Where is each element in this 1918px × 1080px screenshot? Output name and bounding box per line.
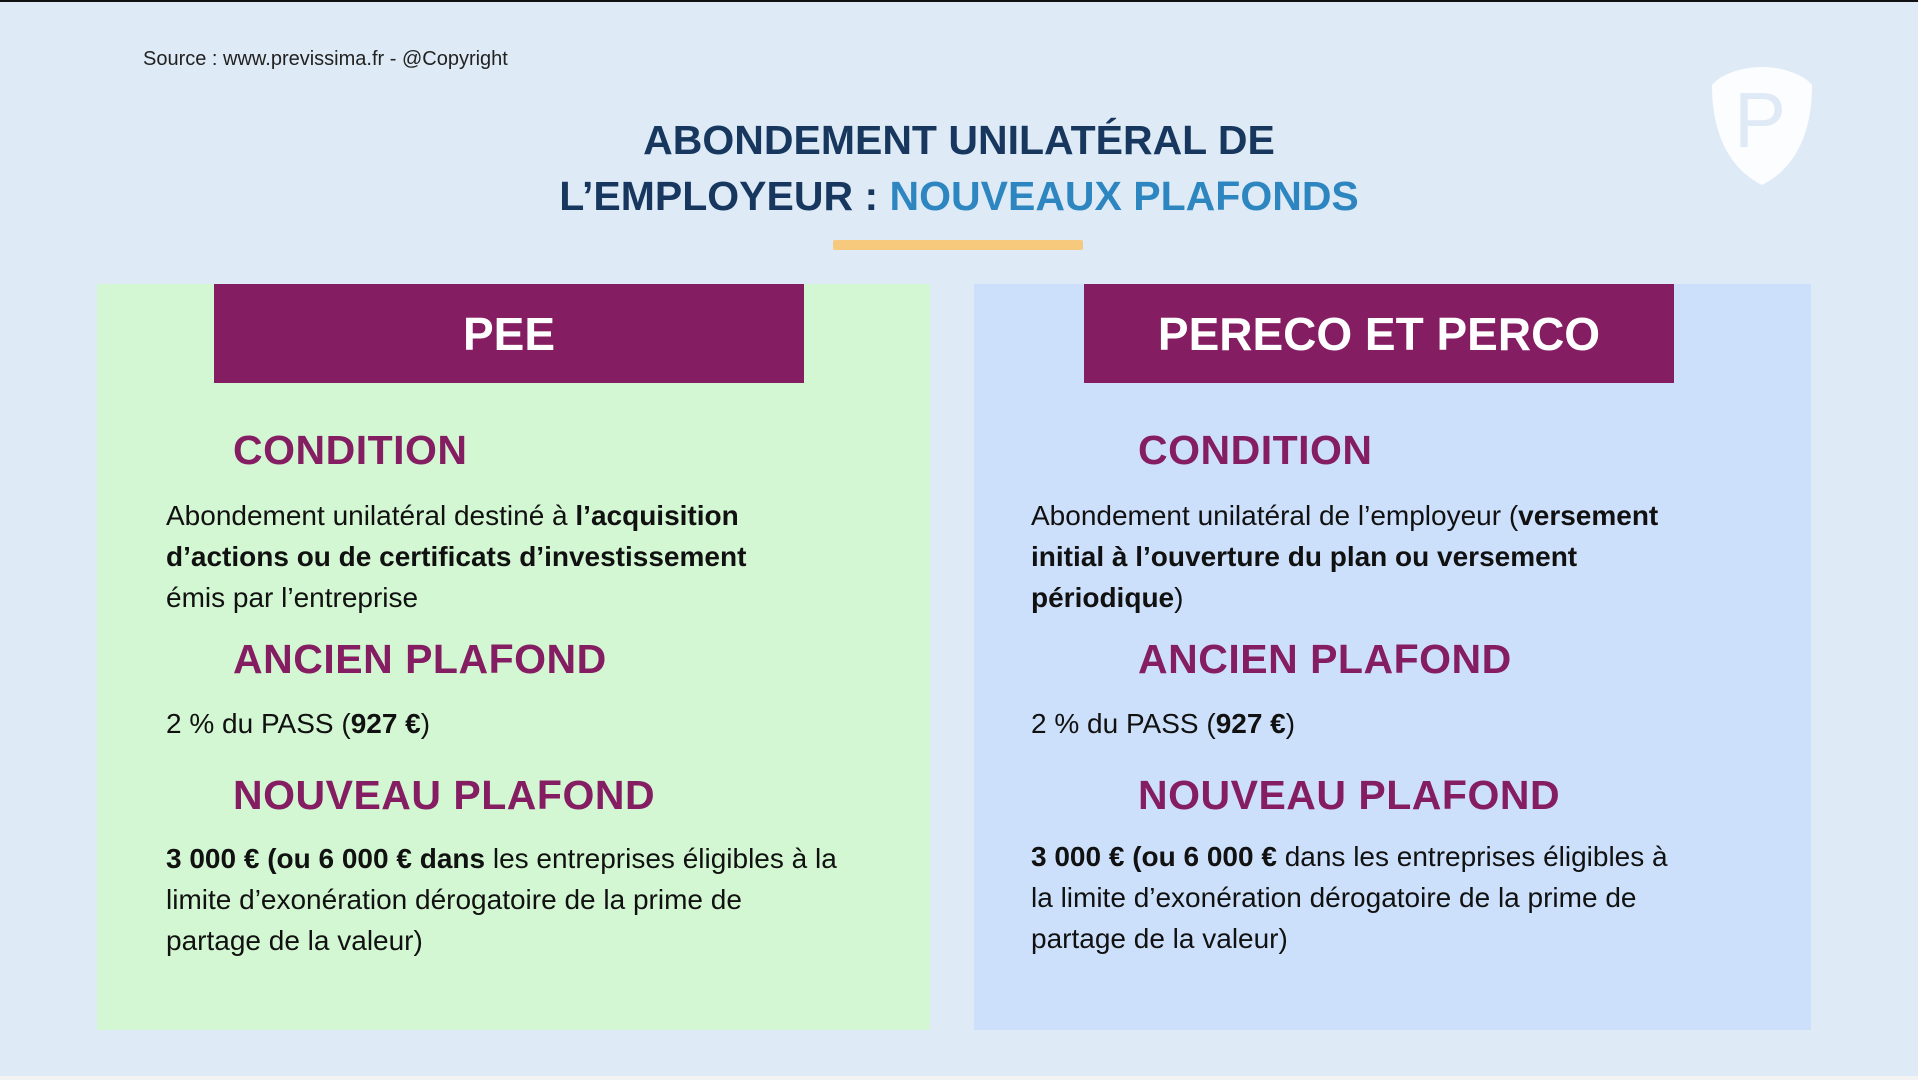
nouveau-plafond-text (166, 838, 837, 961)
condition-line-1-bold: l’acquisition (575, 500, 739, 531)
condition-line-2 (166, 536, 746, 577)
nouveau-line-1 (1031, 836, 1668, 877)
ancien-close: ) (420, 708, 431, 739)
condition-line-1 (166, 495, 746, 536)
nouveau-line-2: la limite d’exonération dérogatoire de la prime de (1031, 882, 1637, 913)
panel-header-pee: PEE (214, 284, 804, 383)
ancien-regular: 2 % du PASS ( (1031, 708, 1216, 739)
logo-letter: P (1733, 76, 1787, 164)
condition-line-2-bold: initial à l’ouverture du plan ou versement (1031, 541, 1578, 572)
title-line-2 (0, 168, 1918, 224)
panel-pee (97, 284, 930, 1030)
nouveau-plafond-text (1031, 836, 1668, 959)
nouveau-plafond-heading: NOUVEAU PLAFOND (233, 772, 656, 818)
condition-heading: CONDITION (1138, 427, 1373, 473)
condition-line-1-bold: versement (1518, 500, 1659, 531)
ancien-plafond-text (1031, 703, 1295, 744)
ancien-amount: 927 € (350, 708, 421, 739)
ancien-regular: 2 % du PASS ( (166, 708, 351, 739)
nouveau-line-3: partage de la valeur) (166, 925, 423, 956)
ancien-plafond-heading: ANCIEN PLAFOND (1138, 636, 1512, 682)
nouveau-line-1-bold: 3 000 € (ou 6 000 € (1031, 841, 1277, 872)
condition-line-1 (1031, 495, 1658, 536)
title-line-2-prefix: L’EMPLOYEUR : (559, 173, 890, 219)
top-rule (0, 0, 1918, 2)
condition-heading: CONDITION (233, 427, 468, 473)
condition-line-3: émis par l’entreprise (166, 582, 419, 613)
nouveau-line-2: limite d’exonération dérogatoire de la prime de (166, 884, 742, 915)
condition-text (166, 495, 746, 618)
condition-line-2-bold: d’actions ou de certificats d’investissement (166, 541, 747, 572)
condition-line-3-bold: périodique (1031, 582, 1175, 613)
panel-pereco-perco (974, 284, 1811, 1030)
ancien-amount: 927 € (1215, 708, 1286, 739)
ancien-plafond-heading: ANCIEN PLAFOND (233, 636, 607, 682)
ancien-close: ) (1285, 708, 1296, 739)
panel-header-pereco-perco: PERECO ET PERCO (1084, 284, 1674, 383)
nouveau-line-1 (166, 838, 837, 879)
condition-text (1031, 495, 1658, 618)
nouveau-plafond-heading: NOUVEAU PLAFOND (1138, 772, 1561, 818)
nouveau-line-3: partage de la valeur) (1031, 923, 1288, 954)
title-line-1: ABONDEMENT UNILATÉRAL DE (643, 117, 1275, 163)
condition-line-1-regular: Abondement unilatéral de l’employeur ( (1031, 500, 1519, 531)
nouveau-line-1-regular: dans les entreprises éligibles à (1276, 841, 1668, 872)
source-credit: Source : www.previssima.fr - @Copyright (143, 48, 508, 70)
page-title (0, 112, 1918, 224)
condition-line-3 (1031, 577, 1658, 618)
ancien-plafond-text (166, 703, 430, 744)
condition-line-2 (1031, 536, 1658, 577)
nouveau-line-1-regular: les entreprises éligibles à la (485, 843, 837, 874)
title-underline (833, 240, 1083, 250)
title-line-2-accent: NOUVEAUX PLAFONDS (889, 173, 1359, 219)
nouveau-line-1-bold: 3 000 € (ou 6 000 € dans (166, 843, 486, 874)
condition-line-1-regular: Abondement unilatéral destiné à (166, 500, 576, 531)
condition-line-3-regular: ) (1174, 582, 1184, 613)
bottom-strip (0, 1076, 1918, 1080)
